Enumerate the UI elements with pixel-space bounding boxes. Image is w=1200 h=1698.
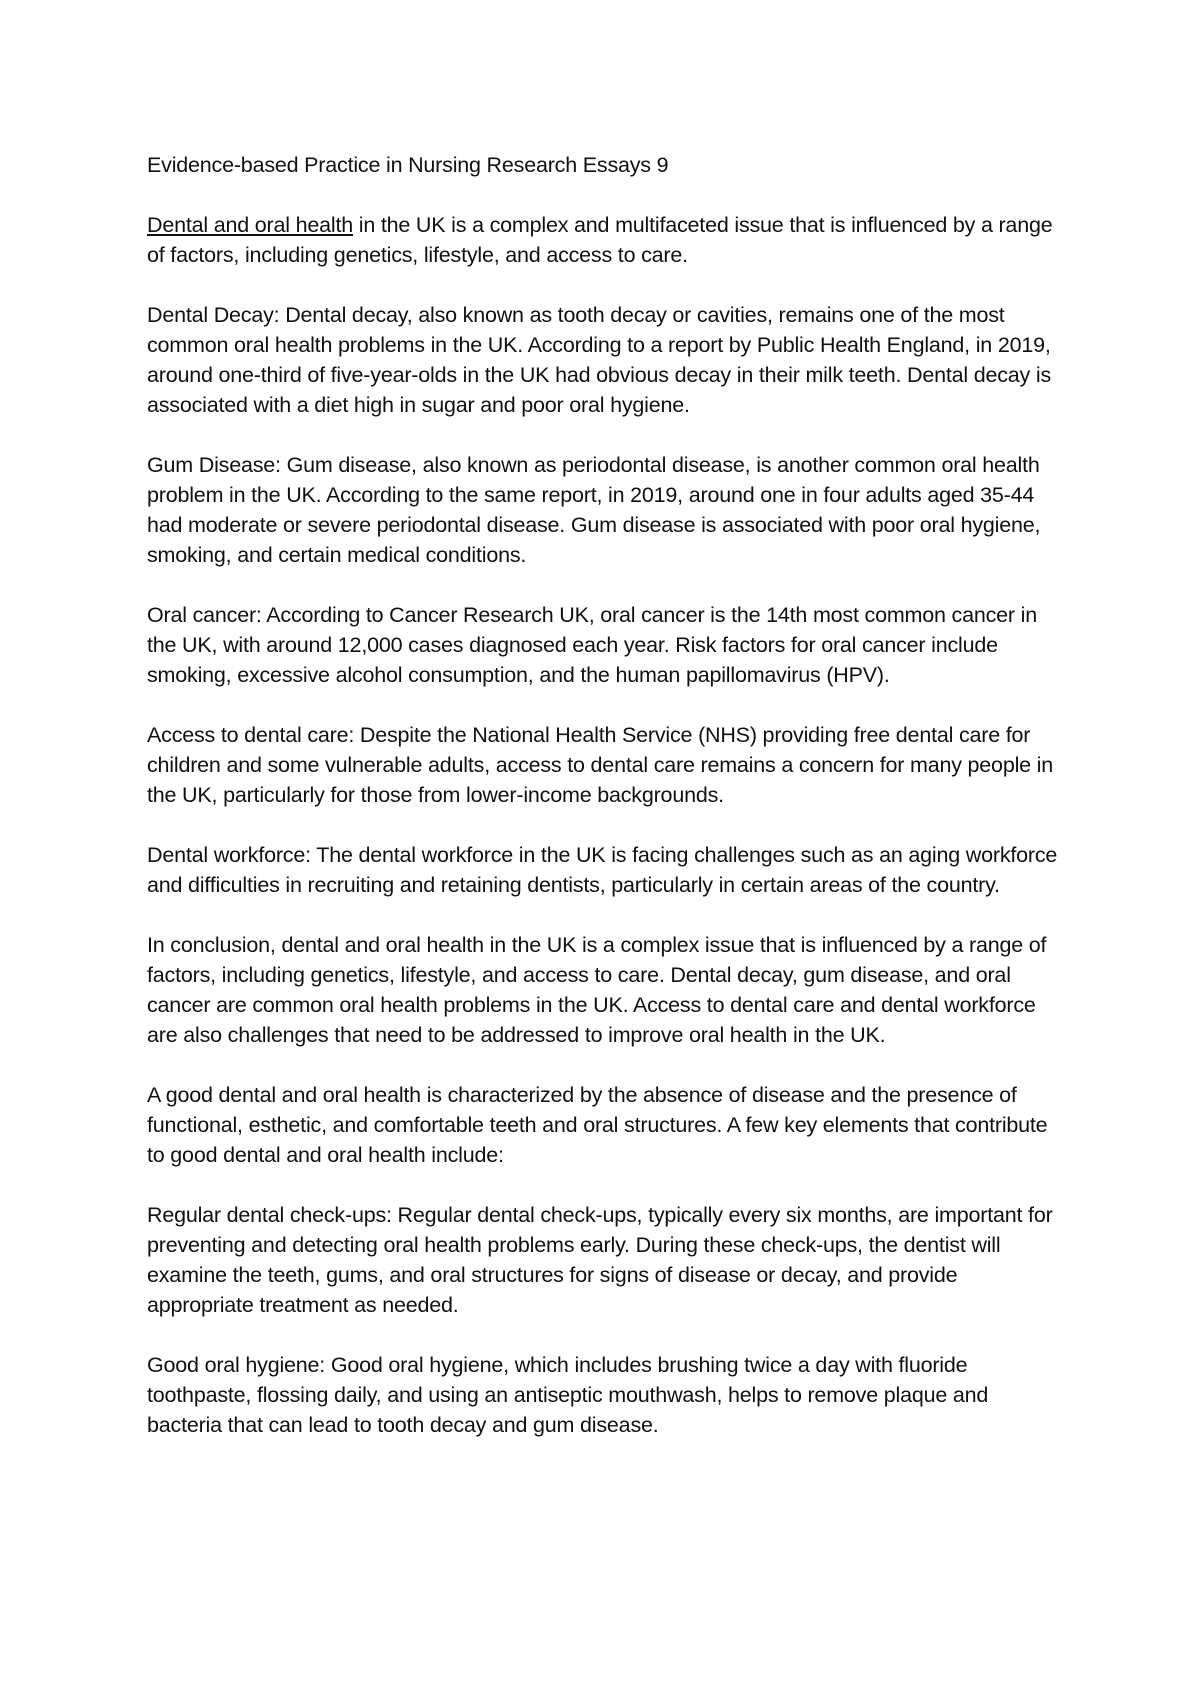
paragraph-oral-cancer: Oral cancer: According to Cancer Research UK, oral cancer is the 14th most common cancer in the UK, with around 12,000 cases diagnosed each year. Risk factors for oral cancer include smoking, excessive alcohol consumption, and the human papillomavirus (HPV). xyxy=(147,603,1037,687)
document-title: Evidence-based Practice in Nursing Research Essays 9 xyxy=(147,153,669,177)
document-body xyxy=(147,150,1067,1470)
paragraph-access-to-care: Access to dental care: Despite the National Health Service (NHS) providing free dental care for children and some vulnerable adults, access to dental care remains a concern for many people in the UK, particularly for those from lower-income backgrounds. xyxy=(147,723,1054,807)
paragraph-checkups: Regular dental check-ups: Regular dental check-ups, typically every six months, are important for preventing and detecting oral health problems early. During these check-ups, the dentist will examine the teeth, gums, and oral structures for signs of disease or decay, and provide appropriate treatment as needed. xyxy=(147,1203,1053,1317)
paragraph-conclusion: In conclusion, dental and oral health in the UK is a complex issue that is influenced by a range of factors, including genetics, lifestyle, and access to care. Dental decay, gum disease, and oral cancer are common oral health problems in the UK. Access to dental care and dental workforce are also challenges that need to be addressed to improve oral health in the UK. xyxy=(147,933,1047,1047)
paragraph-oral-hygiene: Good oral hygiene: Good oral hygiene, which includes brushing twice a day with fluoride toothpaste, flossing daily, and using an antiseptic mouthwash, helps to remove plaque and bacteria that can lead to tooth decay and gum disease. xyxy=(147,1353,989,1437)
intro-paragraph xyxy=(147,210,1067,270)
intro-text: in the UK is a complex and multifaceted issue that is influenced by a range of factors, including genetics, lifestyle, and access to care. xyxy=(147,213,1053,267)
dental-oral-health-link[interactable]: Dental and oral health xyxy=(147,213,353,237)
paragraph-dental-decay: Dental Decay: Dental decay, also known as tooth decay or cavities, remains one of the most common oral health problems in the UK. According to a report by Public Health England, in 2019, around one-third of five-year-olds in the UK had obvious decay in their milk teeth. Dental decay is associated with a diet high in sugar and poor oral hygiene. xyxy=(147,303,1051,417)
paragraph-gum-disease: Gum Disease: Gum disease, also known as periodontal disease, is another common oral health problem in the UK. According to the same report, in 2019, around one in four adults aged 35-44 had moderate or severe periodontal disease. Gum disease is associated with poor oral hygiene, smoking, and certain medical conditions. xyxy=(147,453,1041,567)
paragraph-dental-workforce: Dental workforce: The dental workforce in the UK is facing challenges such as an aging workforce and difficulties in recruiting and retaining dentists, particularly in certain areas of the country. xyxy=(147,843,1058,897)
paragraph-good-health: A good dental and oral health is characterized by the absence of disease and the presence of functional, esthetic, and comfortable teeth and oral structures. A few key elements that contribute to good dental and oral health include: xyxy=(147,1083,1048,1167)
